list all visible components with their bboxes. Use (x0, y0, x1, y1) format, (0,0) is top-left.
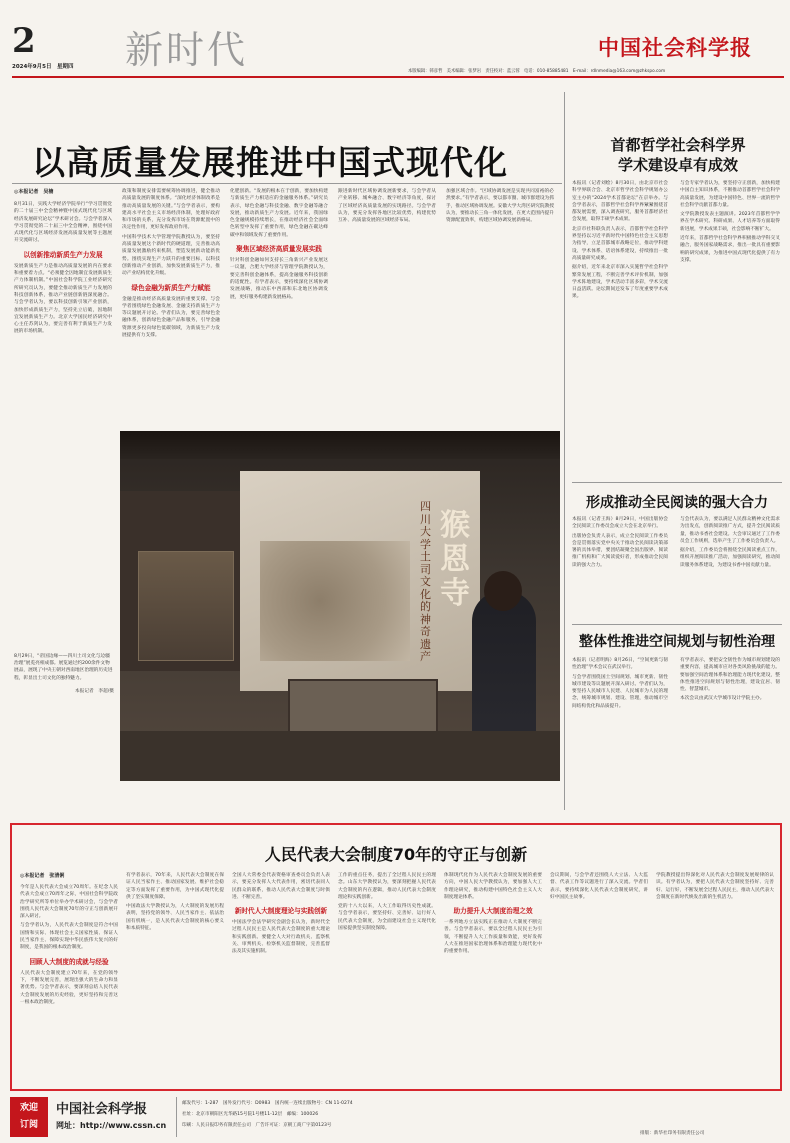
bottom-col-4 (338, 872, 436, 1084)
photo-caption-text: 8月29日，“帝国边缘——四川土司文化与边疆治理”展览亮相成都。展览通过约200余件文物展品，展现了中央王朝对西南地区治理的历史进程，彰显出土司文化的独特魅力。 (14, 654, 113, 681)
article3-para-2: 与会学者围绕国土空间规划、城市更新、韧性城市建设等议题展开深入研讨。学者们认为，要坚持人民城市人民建、人民城市为人民的理念，统筹城市规划、建设、管理，推动城市空间结构优化和品质提升。 (572, 674, 668, 709)
article3-para-4: 本次会议由武汉大学城市设计学院主办。 (680, 696, 765, 702)
footer-info-1: 邮发代号：1-287 国外发行代号：D0983 国内统一连续出版物号：CN 11-0274 (182, 1101, 353, 1106)
right-headline-1: 首都哲学社会科学界 (610, 136, 746, 154)
lead-subhead-1: 以创新推动新质生产力发展 (23, 250, 103, 259)
lead-para-8: 跟进新时代区域协调发展新要求，与会学者从产业转移、城乡融合、数字经济等角度，探讨了区域经济高质量发展的实现路径。与会学者认为，要充分发挥各地区比较优势，构建优势互补、高质量发展的区域经济布局。 (338, 189, 436, 224)
bottom-para-10: 体制现代化作为人民代表大会制度发展的重要方向，中国人民大学教授认为，要加强人大工作理论研究，推动构建中国特色社会主义人大制度理论体系。 (444, 873, 542, 900)
photo-plaque-subtitle: 四川大学土司文化的神奇遗产 (420, 500, 431, 663)
article2-para-2: 出版协会负责人表示，成立全民阅读工作委员会是贯彻落实党中央关于推动全民阅读决策部署的具体举措，要团结凝聚全国出版界、阅读推广机构和广大阅读爱好者，形成推动全民阅读的强大合力。 (572, 533, 668, 568)
article2-col-1 (572, 516, 668, 616)
bottom-para-7: 全国人大常委会代表资格审查委员会负责人表示，要充分发挥人大代表作用，密切代表同人民群众的联系，推动人民代表大会制度与时俱进、不断完善。 (232, 873, 330, 900)
lead-para-1: 8月31日，实践大学经济学院举行“学习贯彻党的二十届三中全会精神暨中国式现代化与区域经济发展研究论坛”学术研讨会。与会学者深入学习贯彻党的二十届三中全会精神，围绕中国式现代化与区域经济发展高质量发展等主题展开交流研讨。 (14, 202, 112, 244)
masthead-rule (12, 76, 784, 78)
bottom-para-11: 一系列地方立法实践正在推动人大制度不断完善。与会学者表示，要以全过程人民民主为引领，不断提升人大工作质量和效能，更好发挥人大在推进国家治理体系和治理能力现代化中的重要作用。 (444, 920, 542, 955)
bottom-col-7 (656, 872, 774, 1084)
article2-para-1: 本报讯（记者王海）8月29日，中国出版协会全民阅读工作委员会成立大会在北京举行。 (572, 517, 668, 530)
lead-para-4: 中国科学技术大学管理学院教授认为，要坚持高质量发展这个新时代的硬道理，完善推动高质量发展激励约束机制，塑造发展新动能新优势。围绕实现生产力跃升的重要目标，以科技创新推动产业创新，加快发展新质生产力，推动产业结构优化升级。 (122, 234, 220, 277)
lead-col-4 (338, 188, 436, 428)
bottom-para-6: 中国法学会法学研究会副会长认为，新时代全过程人民民主是人民代表大会制度的重大理论和实践创新。要健全人大对行政机关、监察机关、审判机关、检察机关监督制度，完善监督法及其实施机制。 (232, 920, 330, 955)
article2-para-4: 据介绍，工作委员会将围绕全民阅读重点工作，组织开展阅读推广活动，加强阅读研究，推动阅读服务体系建设，为建设书香中国贡献力量。 (680, 548, 780, 568)
photo-ceiling-light (120, 431, 560, 459)
footer-info-3: 印刷：人民日报印务有限责任公司 广告许可证：京朝工商广字第0123号 (182, 1123, 332, 1128)
lead-col-1 (14, 188, 112, 521)
bottom-subhead-3: 助力提升人大制度治理之效 (453, 907, 533, 916)
exhibition-photo (120, 431, 560, 781)
paper-name: 中国社会科学报 (598, 35, 752, 60)
footer-print: 排版：新华社印务有限责任公司 (640, 1131, 705, 1136)
lead-para-3: 政策和制度安排需要统筹协调推进，健全推动高质量发展的制度体系。“深化经济体制改革是推动高质量发展的关键。”与会学者表示，要构建高水平社会主义市场经济体制，处理好政府和市场的关系，充分发挥市场在资源配置中的决定性作用，更好发挥政府作用。 (122, 189, 220, 231)
footer-paper-name: 中国社会科学报 (56, 1102, 148, 1117)
footer-subscribe-badge (10, 1097, 48, 1137)
photo-caption (14, 653, 114, 763)
footer-url: 网址：http://www.cssn.cn (56, 1121, 167, 1130)
editor-line: 本版编辑：韩彦哲 美术编辑：张梦岩 责任校对：蓝云蓉 电话：010-85885481 E-mail：rdlnmedia@163.com@zhkspo.com (408, 69, 666, 74)
article3-para-3: 有学者表示，要把安全韧性作为城市规划建设的重要内容，提高城市应对各类风险挑战的能力。要加强空间治理体系和治理能力现代化建设，整体性推进空间规划与韧性治理，建设宜居、韧性、智慧城市。 (680, 658, 780, 693)
right-para-3: 据介绍，近年来北京市深入实施哲学社会科学繁荣发展工程，不断完善学术评价机制，加强学术阵地建设，学术活动丰富多彩，学术交流日益活跃。论坛期间还发布了年度重要学术成果。 (572, 265, 668, 300)
lead-para-7: 针对科创金融如何支持长三角新兴产业发展这一议题，合肥大学经济与管理学院教授认为，要完善科创金融体系，提高金融服务科技创新的适配性。有学者表示，要持续深化区域协调发展战略，推动东中西部和东北地区协调发展，更好服务构建新发展格局。 (230, 258, 328, 300)
main-headline: 以高质量发展推进中国式现代化 (32, 143, 508, 182)
bottom-para-13: 学院教授提出得深化对人民代表大会制度发展规律的认识。有学者认为，要把人民代表大会制度坚持好、完善好、运行好，不断发展全过程人民民主，推动人民代表大会制度在新时代焕发出新的生机活力。 (656, 873, 774, 900)
bottom-para-1: 今年是人民代表大会成立70周年。在纪念人民代表大会成立70周年之际，中国社会科学院政治学研究所等单位举办学术研讨会，与会学者围绕人民代表大会制度70年的守正与创新展开深入研讨。 (20, 885, 118, 920)
footer-badge-top: 欢迎 (19, 1103, 38, 1113)
right-headline-2: 学术建设卓有成效 (617, 156, 738, 174)
lead-para-5: 金融是推动经济高质量发展的重要支撑。与会学者围绕绿色金融发展、金融支持新质生产力等议题展开讨论。学者们认为，要完善绿色金融体系，创新绿色金融产品和服务，引导金融资源更多投向绿色低碳领域，为新质生产力发展提供有力支撑。 (122, 296, 220, 339)
photo-panel-map (260, 541, 410, 661)
lead-para-2: 发展新质生产力是推动高质量发展的内在要求和重要着力点。“必须健全因地制宜发展新质生产力体制机制。”中国社会科学院工业经济研究所研究员认为，要健全推动新质生产力发展的科技创新体系，推动产业链创新链深度融合。与会学者认为，要以科技创新引领产业创新，加快形成新质生产力，坚持先立后破，因地制宜发展新质生产力。北京大学国民经济研究中心主任苏剑认为，要完善有利于新质生产力发展的市场机制。 (14, 263, 112, 335)
lead-subhead-3: 聚焦区域经济高质量发展实践 (236, 245, 322, 254)
bottom-para-12: 会议期间，与会学者还围绕人大立法、人大监督、代表工作等议题进行了深入交流。学者们表示，要持续深化人民代表大会制度研究，讲好中国民主故事。 (550, 873, 648, 900)
right-para-2: 北京市社科联负责人表示，首都哲学社会科学界坚持以习近平新时代中国特色社会主义思想为指导，立足首都城市战略定位，推动学科建设、学术体系、话语体系建设，持续推出一批高质量研究成果。 (572, 226, 668, 261)
right-article-col-2 (680, 180, 780, 478)
footer-info-2: 社址：北京市朝阳区光华路15号院1号楼11-12层 邮编：100026 (182, 1112, 319, 1117)
article2-headline: 形成推动全民阅读的强大合力 (586, 495, 768, 511)
article2-para-3: 与会代表认为，要以满足人民群众精神文化需求为出发点，创新阅读推广方式，提升全民阅读质量，推动书香社会建设。大会审议通过了工作委员会工作规则，选举产生了工作委员会负责人。 (680, 517, 780, 544)
right-para-1: 本报讯（记者刘绘）8月30日，由北京市社会科学界联合会、北京市哲学社会科学规划办公室主办的“2024学术首都论坛”在京举办。与会学者表示，首都哲学社会科学界紧紧围绕首都发展需要，深入调查研究，服务首都经济社会发展，取得丰硕学术成果。 (572, 181, 668, 223)
lead-para-9: 加强区域合作。“区域协调发展是实现共同富裕的必然要求。”有学者表示，要以都市圈、城市群建设为抓手，推动区域协调发展。安徽大学大湾区研究院教授认为，要推动长三角一体化发展，在更大范围内提升资源配置效率，构建区域协调发展新格局。 (446, 189, 554, 224)
bottom-col-3 (232, 872, 330, 1084)
bottom-para-4: 有学者表示，70年来，人民代表大会制度在保证人民当家作主、推动国家发展、维护社会稳定等方面发挥了重要作用，为中国式现代化提供了坚实制度保障。 (126, 873, 224, 900)
photo-credit: 本报记者 李超/摄 (74, 688, 114, 694)
bottom-para-5: 中国政法大学教授认为，人大制度的发展历程表明，坚持党的领导、人民当家作主、依法治国有机统一，是人民代表大会制度的核心要义和本质特征。 (126, 904, 224, 932)
bottom-para-8: 工作的重点任务，提出了全过程人民民主的理念。山东大学教授认为，要深刻把握人民代表大会制度的内在逻辑，推动人民代表大会制度理论和实践创新。 (338, 873, 436, 900)
bottom-subhead-1: 回顾人大制度的成就与经验 (29, 957, 109, 966)
article2-rule (572, 482, 782, 483)
photo-plaque-title: 猴恩寺 (440, 508, 470, 611)
page-number: 2 (12, 21, 36, 61)
bottom-col-6 (550, 872, 648, 1084)
bottom-col-1 (20, 872, 118, 1084)
section-title: 新时代 (125, 28, 249, 72)
footer-divider (176, 1097, 177, 1137)
article2-col-2 (680, 516, 780, 616)
article3-col-1 (572, 657, 668, 807)
lead-byline: ◎本报记者 吴楠 (14, 189, 54, 195)
lead-para-6: 化肥创新。“发展的根本在于创新，要加快构建与新质生产力相适应的金融服务体系。”研究员表示，绿色金融与科技金融、数字金融等融合发展，推动新质生产力发展。近年来，我国绿色金融规模持续增长，在推动经济社会全面绿色转型中发挥了重要作用，绿色金融在碳达峰碳中和领域发挥了重要作用。 (230, 189, 328, 238)
lead-subhead-2: 绿色金融为新质生产力赋能 (131, 283, 211, 292)
bottom-article-headline: 人民代表大会制度70年的守正与创新 (264, 845, 528, 864)
article3-rule (572, 624, 782, 625)
footer-badge-bottom: 订阅 (19, 1120, 38, 1130)
headline-rule (12, 183, 562, 184)
bottom-para-9: 党的十八大以来，人大工作取得历史性成就。与会学者表示，要坚持好、完善好、运行好人民代表大会制度，为全面建设社会主义现代化国家提供坚实制度保障。 (338, 904, 436, 932)
article3-para-1: 本报讯（记者明海）8月26日，“空间更新与韧性治理”学术会议在武汉举行。 (572, 658, 668, 671)
article3-headline: 整体性推进空间规划与韧性治理 (579, 634, 775, 650)
lead-col-5 (446, 188, 554, 428)
right-column-divider (564, 92, 565, 810)
bottom-para-3: 人民代表大会制度建立70年来，在党的领导下，不断发展完善，展现出强大的生命力和显著优势。与会学者表示，要深刻总结人民代表大会制度发展的历史经验，更好坚持和完善这一根本政治制度。 (20, 970, 118, 1005)
photo-visitor-head (484, 571, 522, 611)
article3-col-2 (680, 657, 780, 807)
bottom-byline: ◎本报记者 张清俐 (20, 873, 65, 879)
bottom-subhead-2: 新时代人大制度理论与实践创新 (234, 907, 328, 916)
issue-date: 2024年9月5日 星期四 (12, 64, 74, 70)
bottom-para-2: 与会学者认为，人民代表大会制度是符合中国国情和实际、体现社会主义国家性质、保证人民当家作主、保障实现中华民族伟大复兴的好制度，是我国的根本政治制度。 (20, 923, 118, 951)
photo-floor (120, 731, 560, 781)
bottom-col-5 (444, 872, 542, 1084)
photo-panel-photo (288, 679, 438, 739)
photo-left-showcase (138, 551, 234, 661)
right-article-col-1 (572, 180, 668, 478)
right-para-6: 近年来，首都哲学社会科学界积极推动学科交叉融合，服务国家战略需求，推出一批具有重要影响的研究成果，为推进中国式现代化提供了有力支撑。 (680, 236, 780, 263)
lead-col-3 (230, 188, 328, 428)
right-para-4: 与会专家学者认为，要坚持守正创新，加快构建中国自主知识体系，不断推动首都哲学社会科学高质量发展，为建设中国特色、世界一流的哲学社会科学贡献首都力量。 (680, 181, 780, 208)
right-para-5: 文学院教授发表主题演讲。2023年首都哲学学界在学术研究、科研成果、人才培养等方面取得新进展，学术成果丰硕，社会影响不断扩大。 (680, 212, 780, 232)
bottom-col-2 (126, 872, 224, 1084)
